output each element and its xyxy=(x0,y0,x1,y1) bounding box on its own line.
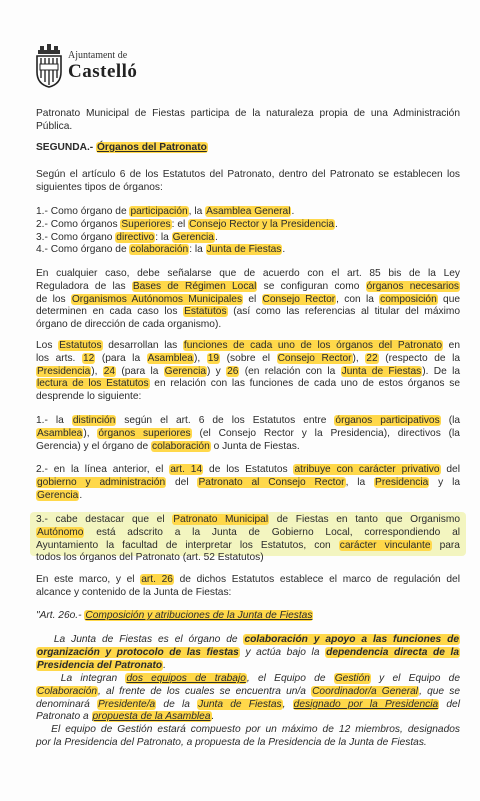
list-item: 1.- Como órgano de participación, la Asamblea General. xyxy=(36,206,295,217)
quote-heading: "Art. 26o.- Composición y atribuciones de la Junta de Fiestas xyxy=(36,610,313,621)
org-line-2: Castelló xyxy=(68,61,138,82)
paragraph-2: En cualquier caso, debe señalarse que de acuerdo con el art. 85 bis de la Ley Reguladora de las Bases de Régimen Local se configuran como órganos necesarios de los Organismos Autónomos Municipales el Consejo Rector, con la composición que determinen en cada caso los Estatutos (así como las referencias al titular del máximo órgano de dirección de cada organismo). xyxy=(36,268,461,331)
list-item: 2.- Como órganos Superiores: el Consejo Rector y la Presidencia. xyxy=(36,218,338,230)
quote-paragraph-2: La integran dos equipos de trabajo, el Equipo de Gestión y el Equipo de Colaboración, al frente de los cuales se encuentra un/a Coordinador/a General, que se denominará Presidente/a de la Junta de Fiestas, designado por la Presidencia del Patronato a propuesta de la Asamblea. xyxy=(36,673,460,723)
paragraph-7: En este marco, y el art. 26 de dichos Estatutos establece el marco de regulación del alcance y contenido de la Junta de Fiestas: xyxy=(36,574,460,598)
intro-paragraph: Patronato Municipal de Fiestas participa de la naturaleza propia de una Administración Pública. xyxy=(36,108,460,132)
paragraph-4: 1.- la distinción según el art. 6 de los Estatutos entre órganos participativos (la Asamblea), órganos superiores (el Consejo Rector y la Presidencia), directivos (la Gerencia) y el órgano de colaboración o Junta de Fiestas. xyxy=(36,415,461,452)
ajuntament-logo xyxy=(34,44,154,92)
paragraph-5: 2.- en la línea anterior, el art. 14 de los Estatutos atribuye con carácter privativo del gobierno y administración del Patronato al Consejo Rector, la Presidencia y la Gerencia. xyxy=(36,464,461,501)
paragraph-3: Los Estatutos desarrollan las funciones de cada uno de los órganos del Patronato en los arts. 12 (para la Asamblea), 19 (sobre el Consejo Rector), 22 (respecto de la Presidencia), 24 (para la Gerencia) y 26 (en relación con la Junta de Fiestas). De la lectura de los Estatutos en relación con las funciones de cada uno de estos órganos se desprende lo siguiente: xyxy=(36,340,461,403)
org-line-1: Ajuntament de xyxy=(68,50,128,61)
section-heading: SEGUNDA.- Órganos del Patronato xyxy=(36,142,207,153)
paragraph-1: Según el artículo 6 de los Estatutos del Patronato, dentro del Patronato se establecen los siguientes tipos de órganos: xyxy=(36,169,460,193)
list-item: 3.- Como órgano directivo: la Gerencia. xyxy=(36,231,218,243)
quote-paragraph-3: El equipo de Gestión estará compuesto por un máximo de 12 miembros, designados por la Presidencia del Patronato, a propuesta de la Presidencia de la Junta de Fiestas. xyxy=(36,724,461,748)
section-title: Órganos del Patronato xyxy=(97,142,207,153)
coat-of-arms-icon xyxy=(34,44,64,88)
organ-list xyxy=(36,206,460,257)
quote-paragraph-1: La Junta de Fiestas es el órgano de colaboración y apoyo a las funciones de organización y protocolo de las fiestas y actúa bajo la dependencia directa de la Presidencia del Patronato. xyxy=(37,634,460,671)
paragraph-6: 3.- cabe destacar que el Patronato Municipal de Fiestas en tanto que Organismo Autónomo está adscrito a la Junta de Gobierno Local, correspondiendo al Ayuntamiento la facultad de interpretar los Estatutos, con carácter vinculante para todos los órganos del Patronato (art. 52 Estatutos) xyxy=(36,514,460,564)
list-item: 4.- Como órgano de colaboración: la Junta de Fiestas. xyxy=(36,244,286,256)
